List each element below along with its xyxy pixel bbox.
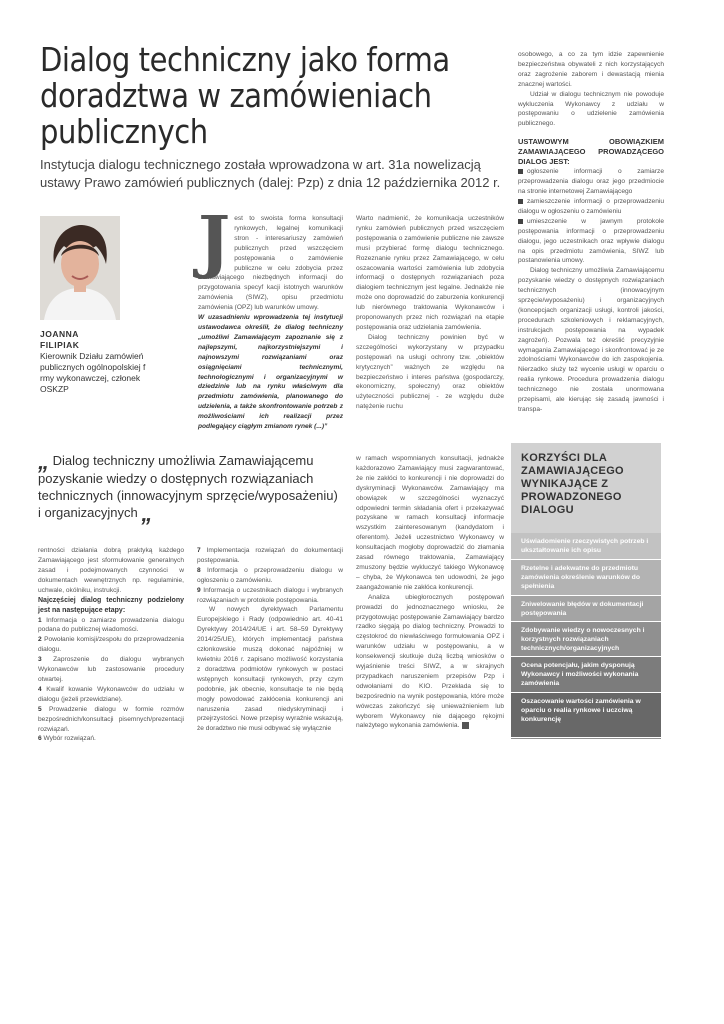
author-first-name: JOANNA	[40, 329, 79, 339]
sidebar-item: Ocena potencjału, jakim dysponują Wykonawcy i możliwości wykonania zamówienia	[511, 657, 661, 693]
paragraph: W nowych dyrektywach Parlamentu Europejskiego i Rady (odpowiednio art. 40-41 Dyrektywy 2014/24/UE i art. 58–59 Dyrektywy 2014/25/UE), których implementacji państwa członkowskie muszą dokonać najpóźniej w kwietniu 2016 r. zapisano możliwość korzystania z doradztwa podmiotów rynkowych w postaci wstępnych konsultacji rynkowych, przy czym podobnie, jak obecnie, konsultacje te nie będą mogły powodować zakłócenia konkurencji ani naruszenia zasad niedyskryminacji i przejrzystości. Nowe przepisy wyraźnie wskazują, że doradztwo nie musi odbywać się wyłącznie	[197, 606, 343, 733]
list-item: 6 Wybór rozwiązań.	[38, 735, 96, 743]
paragraph: Dialog techniczny umożliwia Zamawiającemu pozyskanie wiedzy o dostępnych rozwiązaniach technicznych (innowacyjnym sprzęcie/wyposażeniu) i organizacyjnych (koncepcjach organizacji usługi, kontroli jakości, procedurach szkoleniowych i reklamacyjnych, instrukcjach postępowania na wypadek zagrożeń). Pozwala też określić precyzyjnie wymagania Zamawiającego i skonfrontować je ze zdolnościami Wykonawców do ich zaspokojenia. Nierzadko służy też wycenie usługi w oparciu o realia rynkowe. Procedura prowadzenia dialogu technicznego nie została unormowana przepisami, ale kierując się zasadą jawności i transpa-	[518, 267, 664, 413]
bullet-item: umieszczenie w jawnym protokole postępowania informacji o przeprowadzeniu dialogu, jego uczestnikach oraz wpływie dialogu na opis przedmiotu zamówienia, SIWZ lub postanowienia umowy.	[518, 217, 664, 265]
list-item: 2 Powołanie komisji/zespołu do przeprowadzenia dialogu.	[38, 636, 184, 654]
paragraph: osobowego, a co za tym idzie zapewnienie bezpieczeństwa obywateli z nich korzystających oraz zagrożenie zaborem i dewastacją mienia znacznej wartości.	[518, 51, 664, 88]
author-last-name: FILIPIAK	[40, 340, 80, 350]
column-5	[197, 546, 343, 734]
paragraph: est to swoista forma konsultacji rynkowych, legalnej komunikacji stron - interesariuszy zamówień publicznych przed wszczęciem postępowania o zamówienie publiczne w celu zdobycia przez Zamawiającego niezbędnych informacji do przygotowania specyf kacji istotnych warunków zamówienia (SIWZ), opisu przedmiotu zamówienia (OPZ) lub warunków umowy.	[198, 215, 343, 312]
list-item: 3 Zaproszenie do dialogu wybranych Wykonawców lub zastosowanie procedury otwartej.	[38, 656, 184, 683]
sidebar-item: Uświadomienie rzeczywistych potrzeb i ukształtowanie ich opisu	[511, 533, 661, 560]
sidebar-item: Zdobywanie wiedzy o nowoczesnych i korzystnych rozwiązaniach technicznych/organizacyjnych	[511, 622, 661, 657]
column-1	[198, 202, 343, 432]
sidebar-item: Rzetelne i adekwatne do przedmiotu zamówienia określenie warunków do spełnienia	[511, 560, 661, 596]
stages-heading: Najczęściej dialog techniczny podzielony jest na następujące etapy:	[38, 596, 184, 614]
quote-close-mark: „	[141, 501, 153, 526]
pull-quote	[38, 449, 338, 526]
column-2	[356, 214, 504, 412]
paragraph: rentności działania dobrą praktyką każdego Zamawiającego jest sformułowanie generalnych zasad i podejmowanych czynności w dokumentach wewnętrznych np. regulaminie, uchwale, okólniku, instrukcji.	[38, 547, 184, 594]
drop-cap: J	[198, 202, 231, 282]
bullet-square-icon	[518, 199, 523, 204]
author-box	[40, 329, 160, 395]
bullet-item: ogłoszenie informacji o zamiarze przeprowadzenia dialogu oraz jego przedmiocie na stronie internetowej Zamawiającego	[518, 168, 664, 196]
sidebar-item: Oszacowanie wartości zamówienia w oparciu o realia rynkowe i uczciwą konkurencję	[511, 693, 661, 738]
paragraph: Warto nadmienić, że komunikacja uczestników rynku zamówień publicznych przed wszczęciem postępowania o zamówienie publiczne nie zawsze musi przybierać formę dialogu technicznego. Rozeznanie rynku przez Zamawiającego, w celu oszacowania wartości zamówienia lub zdobycia informacji o dostępnych rozwiązaniach poza dialogiem technicznym jest legalne. Jednakże nie może ono doprowadzić do zaburzenia konkurencji lub nierównego traktowania Wykonawców i proponowanych przez nich rozwiązań na etapie postępowania oraz udzielania zamówienia.	[356, 215, 504, 331]
bullet-square-icon	[518, 219, 523, 224]
sidebar-title: KORZYŚCI DLA ZAMAWIAJĄCEGO WYNIKAJĄCE Z PROWADZONEGO DIALOGU	[511, 443, 661, 533]
list-item: 8 Informacja o przeprowadzeniu dialogu w ogłoszeniu o zamówieniu.	[197, 566, 343, 584]
column-4	[38, 546, 184, 744]
list-item: 4 Kwalif kowanie Wykonawców do udziału w dialogu (jeżeli przewidziane).	[38, 685, 184, 703]
bullet-item: zamieszczenie informacji o przeprowadzeniu dialogu w ogłoszeniu o zamówieniu	[518, 197, 664, 215]
benefits-sidebar	[511, 443, 661, 739]
paragraph: w ramach wspomnianych konsultacji, jednakże każdorazowo Zamawiający musi zagwarantować, że nie zakłóci to konkurencji i nie doprowadzi do dyskryminacji Wykonawców. Zamawiający ma obowiązek w szczególności wyznaczyć odpowiedni termin składania ofert i przekazywać pozyskane w ramach konsultacji informacje wszystkim zainteresowanym (kandydatom i oferentom). Jeżeli uczestnictwo Wykonawcy w konsultacjach mogłoby doprowadzić do złamania zasad równego traktowania, Zamawiający zmuszony będzie wykluczyć takiego Wykonawcę – chyba, że Wykonawca ten udowodni, że jego zaangażowanie nie zakłóca konkurencji.	[356, 455, 504, 591]
list-item: 9 Informacja o uczestnikach dialogu i wybranych rozwiązaniach w protokole postępowania.	[197, 586, 343, 604]
paragraph: Udział w dialogu technicznym nie powoduje wykluczenia Wykonawcy z udziału w postępowaniu o udzielenie zamówienia publicznego.	[518, 90, 664, 128]
end-mark-icon	[462, 722, 469, 729]
quote-text: Dialog techniczny umożliwia Zamawiającemu pozyskanie wiedzy o dostępnych rozwiązaniach technicznych (innowacyjnym sprzęcie/wyposażeniu) i organizacyjnych	[38, 453, 338, 520]
sidebar-item: Zniwelowanie błędów w dokumentacji postępowania	[511, 596, 661, 622]
list-item: 1 Informacja o zamiarze prowadzenia dialogu podana do publicznej wiadomości.	[38, 616, 184, 634]
paragraph: Analiza ubiegłorocznych postępowań prowadzi do jednoznacznego wniosku, że przygotowując postępowanie Zamawiający bardzo rzadko sięgają po dialog techniczny. Prowadzi to częstokroć do niewłaściwego formułowania OPZ i warunków udziału w postępowaniu, a w konsekwencji skutkuje dużą liczbą wniosków o wyjaśnienie treści SIWZ, a w skrajnych przypadkach naruszeniem przepisów Pzp i odwołaniami do KIO. Przekłada się to bezpośrednio na wynik postępowania, które może wówczas zakończyć się unieważnieniem lub wyborem Wykonawcy nie dającego rękojmi należytego wykonania zamówienia.	[356, 593, 504, 730]
author-photo	[40, 216, 120, 320]
list-item: 7 Implementacja rozwiązań do dokumentacji postępowania.	[197, 547, 343, 564]
bullet-square-icon	[518, 169, 523, 174]
list-item: 5 Prowadzenie dialogu w formie rozmów bezpośrednich/konsultacji pisemnych/prezentacji rozwiązań.	[38, 705, 184, 733]
article-title: Dialog techniczny jako forma doradztwa w zamówieniach publicznych	[40, 40, 450, 151]
quote-open-mark: „	[38, 449, 49, 474]
article-lead: Instytucja dialogu technicznego została wprowadzona w art. 31a nowelizacją ustawy Prawo zamówień publicznych (dalej: Pzp) z dnia 12 października 2012 r.	[40, 157, 501, 190]
column-6	[356, 454, 504, 731]
paragraph-emphasis: W uzasadnieniu wprowadzenia tej instytucji ustawodawca określił, że dialog techniczny „umożliwi Zamawiającym zapoznanie się z najlepszymi, najkorzystniejszymi i najnowszymi rozwiązaniami oraz osiągnięciami technicznymi, technologicznymi i organizacyjnymi w dziedzinie lub na rynku właściwym dla przedmiotu zamówienia, planowanego do udzielenia, a także skonfrontowanie potrzeb z możliwościami ich realizacji przez podlegający ciągłym zmianom rynek (...)”	[198, 314, 343, 431]
sidebar-list	[511, 533, 661, 738]
paragraph: Dialog techniczny powinien być w szczególności wykorzystany w przypadku postępowań na usługi ochrony tzw. „obiektów krytycznych” ważnych ze względu na bezpieczeństwo i interes państwa (gospodarczy, ekonomiczny, społeczny) oraz obiektów użyteczności publicznej - ze względu duże natężenie ruchu	[356, 333, 504, 411]
obligations-heading: USTAWOWYM OBOWIĄZKIEM ZAMAWIAJĄCEGO PROWADZĄCEGO DIALOG JEST:	[518, 137, 664, 167]
column-3	[518, 50, 664, 415]
author-role: Kierownik Działu zamówień publicznych ogólnopolskiej f rmy wykonawczej, członek OSKZP	[40, 351, 146, 394]
